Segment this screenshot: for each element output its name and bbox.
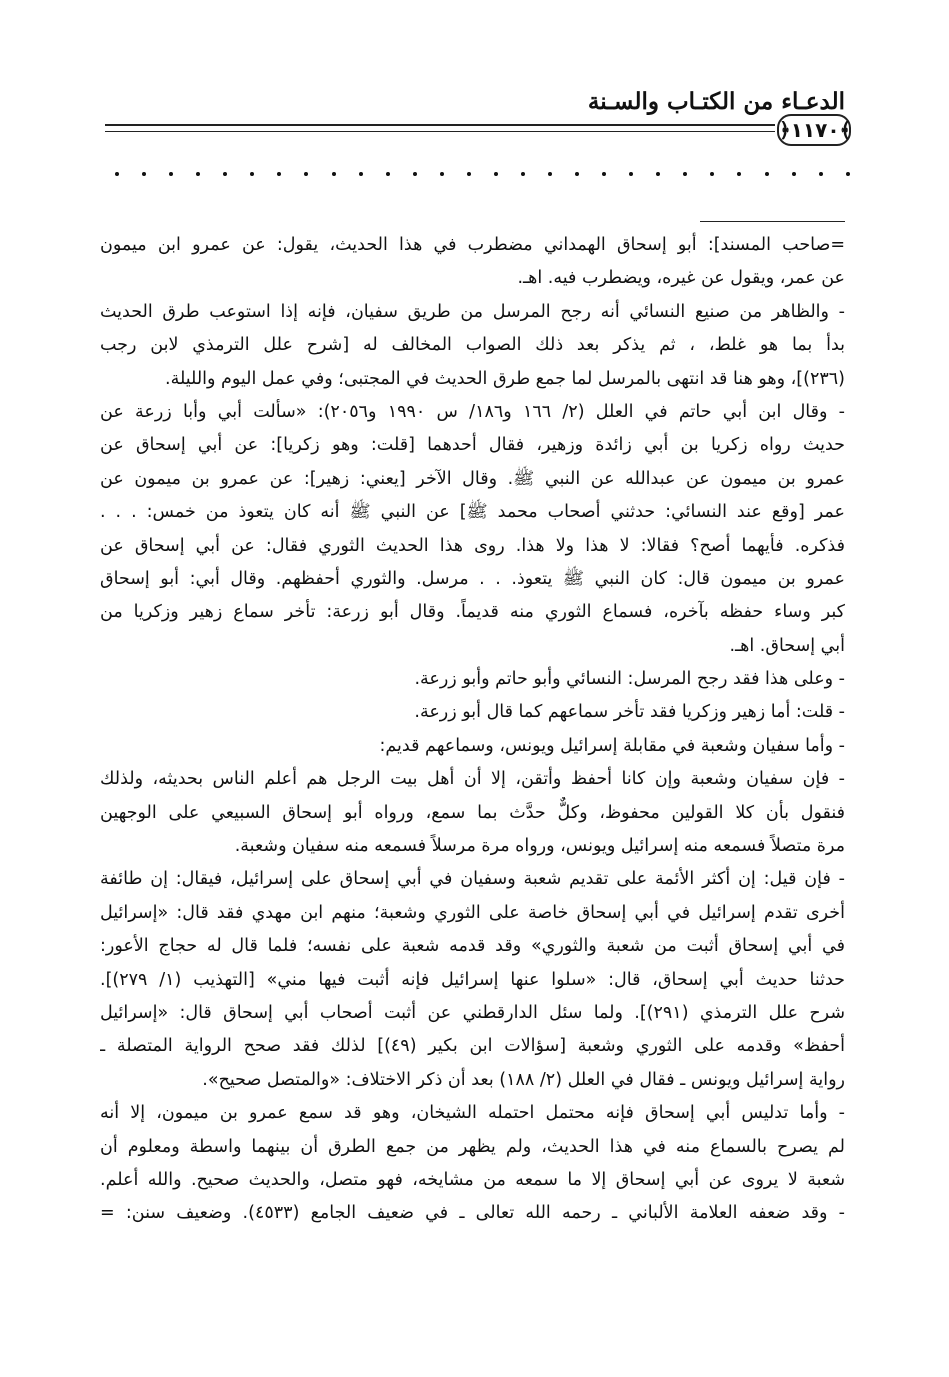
text-line: - والظاهر من صنيع النسائي أنه رجح المرسل من طريق سفيان، فإنه إذا استوعب طرق الحديث (100, 301, 845, 322)
text-line: - وأما تدليس أبي إسحاق فإنه محتمل احتمله الشيخان، وهو قد سمع عمرو بن ميمون، إلا أنه (100, 1103, 845, 1124)
ornament-dot (819, 172, 823, 176)
ornament-dot (765, 172, 769, 176)
ornament-dot (440, 172, 444, 176)
ornament-dot (413, 172, 417, 176)
text-line: أخرى تقدم إسرائيل في أبي إسحاق خاصة على الثوري وشعبة؛ منهم ابن مهدي فقد قال: «إسرائيل (100, 902, 845, 923)
footnote-text (100, 229, 845, 1231)
book-title: الدعـاء من الكتـاب والسـنة (587, 88, 845, 115)
text-line: حديث رواه زكريا بن أبي زائدة وزهير، فقال أحدهما [قلت: وهو زكريا]: عن أبي إسحاق عن (100, 435, 845, 456)
ornament-dot (521, 172, 525, 176)
ornament-dot (142, 172, 146, 176)
ornament-dot (386, 172, 390, 176)
text-line: عمر [وقع عند النسائي: حدثني أصحاب محمد ﷺ] عن النبي ﷺ أنه كان يتعوذ من خمس: . . . (100, 502, 845, 523)
text-line: شعبة لا يروى عن أبي إسحاق إلا ما سمعه من مشايخه، فهو متصل، والحديث صحيح. والله أعلم. (100, 1169, 845, 1190)
text-line: - قلت: أما زهير وزكريا فقد تأخر سماعهم كما قال أبو زرعة. (414, 702, 845, 723)
text-line: حدثنا حديث أبي إسحاق، قال: «سلوا عنها إسرائيل فإنه أثبت فيها مني» [التهذيب (١/ ٢٧٩)]. (100, 969, 845, 990)
ornament-dot (277, 172, 281, 176)
text-line: - وقال ابن أبي حاتم في العلل (٢/ ١٦٦ و١٨٦/ س ١٩٩٠ و٢٠٥٦): «سألت أبي وأبا زرعة عن (100, 401, 845, 422)
text-line: (٢٣٦)]، وهو هنا قد انتهى بالمرسل لما جمع طرق الحديث في المجتبى؛ وفي عمل اليوم والليلة. (165, 368, 845, 389)
ornament-dot (196, 172, 200, 176)
text-line: أبي إسحاق. اهـ. (729, 635, 845, 656)
text-line: عن عمر، ويقول عن غيره، ويضطرب فيه. اهـ. (517, 268, 845, 289)
text-line: أحفظ» وقدمه على الثوري وشعبة [سؤالات ابن بكير (٤٩)] لذلك فقد صحح الرواية المتصلة ـ (100, 1036, 845, 1057)
ornament-dot (710, 172, 714, 176)
ornament-dot (548, 172, 552, 176)
text-line: مرة متصلاً فسمعه منه إسرائيل ويونس، ورواه مرة مرسلاً فسمعه منه سفيان وشعبة. (234, 836, 845, 857)
ornament-dot (737, 172, 741, 176)
text-line: - فإن قيل: إن أكثر الأئمة على تقديم شعبة وسفيان في أبي إسحاق على إسرائيل، فيقال: إن طائفة (100, 869, 845, 890)
ornament-dot (169, 172, 173, 176)
ornament-dot (683, 172, 687, 176)
text-line: عمرو بن ميمون قال: كان النبي ﷺ يتعوذ. . . مرسل. والثوري أحفظهم. وقال أبي: أبو إسحاق (100, 568, 845, 589)
text-line: كبر وساء حفظه بآخره، فسماع الثوري منه قديماً. وقال أبو زرعة: تأخر سماع زهير وزكريا من (100, 602, 845, 623)
footnote-separator (700, 221, 845, 222)
ornament-dot (494, 172, 498, 176)
text-line: =صاحب المسند]: أبو إسحاق الهمداني مضطرب في هذا الحديث، يقول: عن عمرو ابن ميمون (100, 235, 845, 255)
text-line: فنقول بأن كلا القولين محفوظ، وكلٌّ حدَّث بما سمع، ورواه أبو إسحاق السبيعي على الوجهين (100, 802, 845, 823)
text-line: فذكره. فأيهما أصح؟ فقالا: لا هذا ولا هذا. روى هذا الحديث الثوري فقال: عن أبي إسحاق عن (100, 535, 845, 556)
text-line: لم يصرح بالسماع منه في هذا الحديث، ولم يظهر من جمع الطرق أن بينهما واسطة ومعلوم أن (100, 1136, 845, 1157)
text-line: بدأ بما هو غلط، ، ثم يذكر بعد ذلك الصواب المخالف له [شرح علل الترمذي لابن رجب (100, 335, 845, 356)
ornament-dot (575, 172, 579, 176)
ornament-dot (250, 172, 254, 176)
ornament-dot (359, 172, 363, 176)
header-rule (105, 124, 775, 132)
ornament-dot (223, 172, 227, 176)
text-line: - وعلى هذا فقد رجح المرسل: النسائي وأبو حاتم وأبو زرعة. (414, 669, 845, 690)
ornament-dot (332, 172, 336, 176)
ornament-dot (846, 172, 850, 176)
text-line: - فإن سفيان وشعبة وإن كانا أحفظ وأتقن، إلا أن أهل بيت الرجل هم أعلم الناس بحديثه، ولذلك (100, 769, 845, 790)
text-line: شرح علل الترمذي (٢٩١)]. ولما سئل الدارقطني عن أثبت أصحاب أبي إسحاق قال: «إسرائيل (100, 1002, 845, 1023)
ornament-dot (792, 172, 796, 176)
ellipsis-dots-row (115, 172, 850, 176)
ornament-dot (115, 172, 119, 176)
page-number: ﴿١١٧٠﴾ (777, 114, 851, 146)
ornament-dot (602, 172, 606, 176)
ornament-dot (629, 172, 633, 176)
text-line: في أبي إسحاق أثبت من شعبة والثوري» وقد قدمه شعبة على نفسه؛ فلما قال له حجاج الأعور: (100, 936, 845, 957)
ornament-dot (467, 172, 471, 176)
ornament-dot (656, 172, 660, 176)
text-line: رواية إسرائيل ويونس ـ فقال في العلل (٢/ ١٨٨) بعد أن ذكر الاختلاف: «والمتصل صحيح». (202, 1069, 845, 1090)
text-line: عمرو بن ميمون عن عبدالله عن النبي ﷺ. وقال الآخر [يعني: زهير]: عن عمرو بن ميمون عن (100, 468, 845, 489)
text-line: - وأما سفيان وشعبة في مقابلة إسرائيل ويونس، وسماعهم قديم: (379, 735, 845, 756)
text-line: - وقد ضعفه العلامة الألباني ـ رحمه الله تعالى ـ في ضعيف الجامع (٤٥٣٣). وضعيف سنن: = (100, 1203, 845, 1224)
ornament-dot (304, 172, 308, 176)
